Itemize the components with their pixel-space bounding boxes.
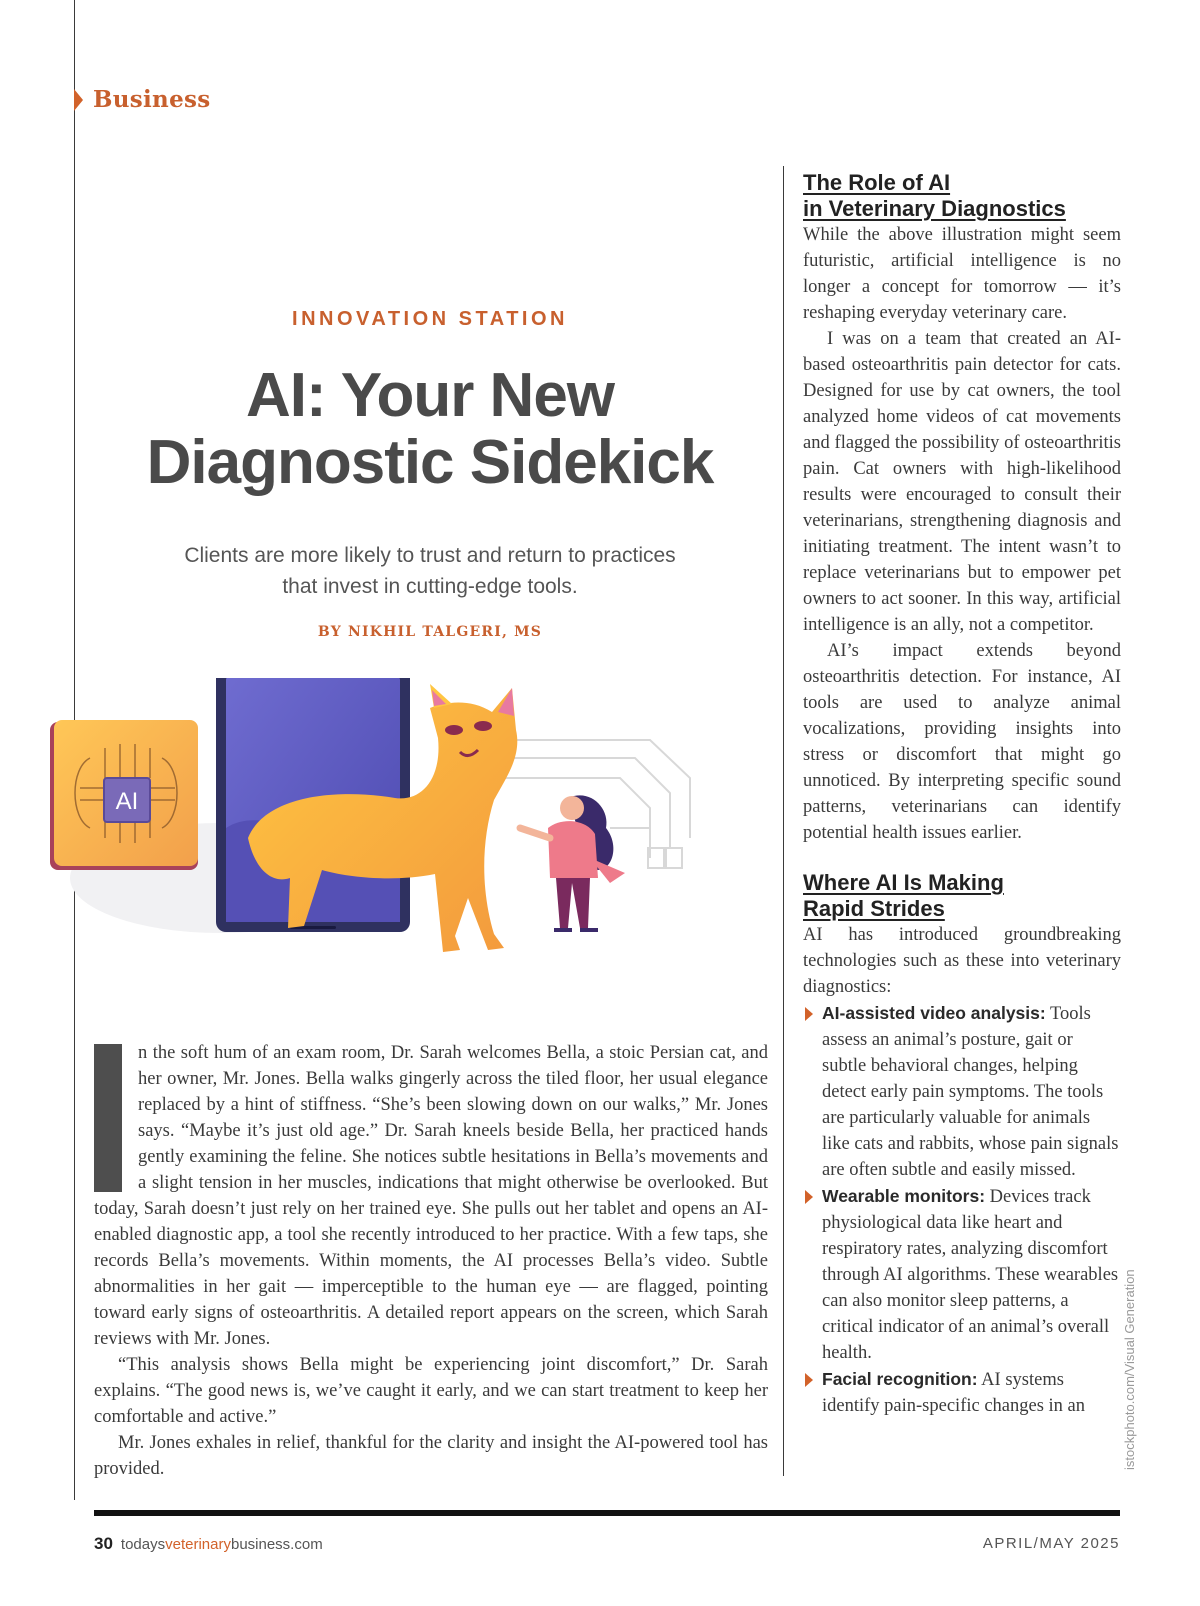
site-prefix: todays: [120, 1536, 166, 1553]
headline-line-1: AI: Your New: [245, 361, 615, 430]
site-accent: veterinary: [165, 1536, 231, 1553]
article-body: [94, 1040, 768, 1482]
heading-strides-line-2: Rapid Strides: [803, 896, 945, 921]
body-paragraph-3: Mr. Jones exhales in relief, thankful for the clarity and insight the AI-powered tool has provided.: [94, 1433, 768, 1479]
dek-line-1: Clients are more likely to trust and return to practices: [184, 544, 676, 567]
bullet-video-analysis: [803, 1000, 1121, 1183]
ai-chip-card: [50, 720, 198, 870]
bullet-arrow-icon: [805, 1007, 813, 1021]
bullet-facial-recognition: [803, 1366, 1121, 1419]
bullet-arrow-icon: [805, 1373, 813, 1387]
heading-role-line-2: in Veterinary Diagnostics: [803, 196, 1066, 221]
body-paragraph-2: “This analysis shows Bella might be experiencing joint discomfort,” Dr. Sarah explains. “The good news is, we’ve caught it early, and we can start treatment to keep her comfortable and active.”: [94, 1355, 768, 1427]
bullet-text: Tools assess an animal’s posture, gait or subtle behavioral changes, helping detect early pain symptoms. The tools are particularly valuable for animals like cats and rabbits, whose pain signals are often subtle and easily missed.: [822, 1004, 1119, 1180]
footer-rule: [94, 1510, 1120, 1516]
bullet-arrow-icon: [805, 1190, 813, 1204]
byline: BY NIKHIL TALGERI, MS: [317, 624, 543, 640]
strides-bullet-list: [803, 1000, 1121, 1419]
sidebar-paragraph-3: AI’s impact extends beyond osteoarthritis detection. For instance, AI tools are used to analyze animal vocalizations, providing insights into stress or discomfort that might go unnoticed. By interpreting specific sound patterns, veterinarians can identify potential health issues earlier.: [803, 641, 1121, 843]
bullet-lead: AI-assisted video analysis:: [822, 1003, 1046, 1023]
folio: [94, 1534, 323, 1554]
sidebar-paragraph-4: AI has introduced groundbreaking technologies such as these into veterinary diagnostics:: [803, 925, 1121, 997]
department-kicker: INNOVATION STATION: [292, 308, 568, 330]
issue-date: APRIL/MAY 2025: [982, 1535, 1120, 1552]
page-number: 30: [94, 1534, 113, 1553]
chip-ai-label: AI: [115, 788, 139, 815]
sidebar-heading-strides: [803, 870, 1121, 922]
bullet-text: Devices track physiological data like heart and respiratory rates, analyzing discomfort through AI algorithms. These wearables can also monitor sleep patterns, a critical indicator of an animal’s overall health.: [822, 1187, 1119, 1363]
body-paragraph-1-text: n the soft hum of an exam room, Dr. Sarah welcomes Bella, a stoic Persian cat, and her owner, Mr. Jones. Bella walks gingerly across the tiled floor, her usual elegance replaced by a hint of stiffness. “She’s been slowing down on our walks,” Mr. Jones says. “Maybe it’s just old age.” Dr. Sarah kneels beside Bella, her practiced hands gently examining the feline. She notices subtle hesitations in Bella’s movements and a slight tension in her muscles, indications that might otherwise be overlooked. But today, Sarah doesn’t just rely on her trained eye. She pulls out her tablet and opens an AI-enabled diagnostic app, a tool she recently introduced to her practice. With a few taps, she records Bella’s movements. Within moments, the AI processes Bella’s video. Subtle abnormalities in her gait — imperceptible to the human eye — are flagged, pointing toward early signs of osteoarthritis. A detailed report appears on the screen, which Sarah reviews with Mr. Jones.: [94, 1043, 768, 1349]
section-label: Business: [93, 86, 211, 113]
body-paragraph-1: [94, 1040, 768, 1352]
article-dek: [150, 540, 710, 602]
ai-cat-illustration: [50, 678, 730, 978]
bullet-lead: Wearable monitors:: [822, 1186, 986, 1206]
photo-credit: istockphoto.com/Visual Generation: [1122, 1269, 1137, 1470]
column-divider: [783, 166, 784, 1476]
woman-figure: [520, 795, 625, 930]
headline-line-2: Diagnostic Sidekick: [146, 428, 714, 497]
bullet-text: AI systems identify pain-specific changes in an: [822, 1370, 1086, 1416]
sidebar-paragraph-1: While the above illustration might seem futuristic, artificial intelligence is no longer a concept for tomorrow — it’s reshaping everyday veterinary care.: [803, 225, 1121, 323]
heading-role-line-1: The Role of AI: [803, 170, 951, 195]
dek-line-2: that invest in cutting-edge tools.: [282, 575, 578, 598]
article-headline: [120, 362, 740, 496]
sidebar-column: [803, 170, 1121, 1419]
drop-cap-i: [94, 1044, 122, 1192]
bullet-lead: Facial recognition:: [822, 1369, 978, 1389]
heading-strides-line-1: Where AI Is Making: [803, 870, 1004, 895]
section-tag: [74, 86, 211, 113]
site-suffix: business.com: [230, 1536, 323, 1553]
sidebar-paragraph-2: I was on a team that created an AI-based osteoarthritis pain detector for cats. Designed for use by cat owners, the tool analyzed home videos of cat movements and flagged the possibility of osteoarthritis pain. Cat owners with high-likelihood results were encouraged to consult their veterinarians, strengthening diagnosis and initiating treatment. The intent wasn’t to replace veterinarians but to empower pet owners to act sooner. In this way, artificial intelligence is an ally, not a competitor.: [803, 329, 1121, 635]
sidebar-heading-role: [803, 170, 1121, 222]
bullet-wearable-monitors: [803, 1183, 1121, 1366]
section-arrow-icon: [74, 89, 83, 111]
